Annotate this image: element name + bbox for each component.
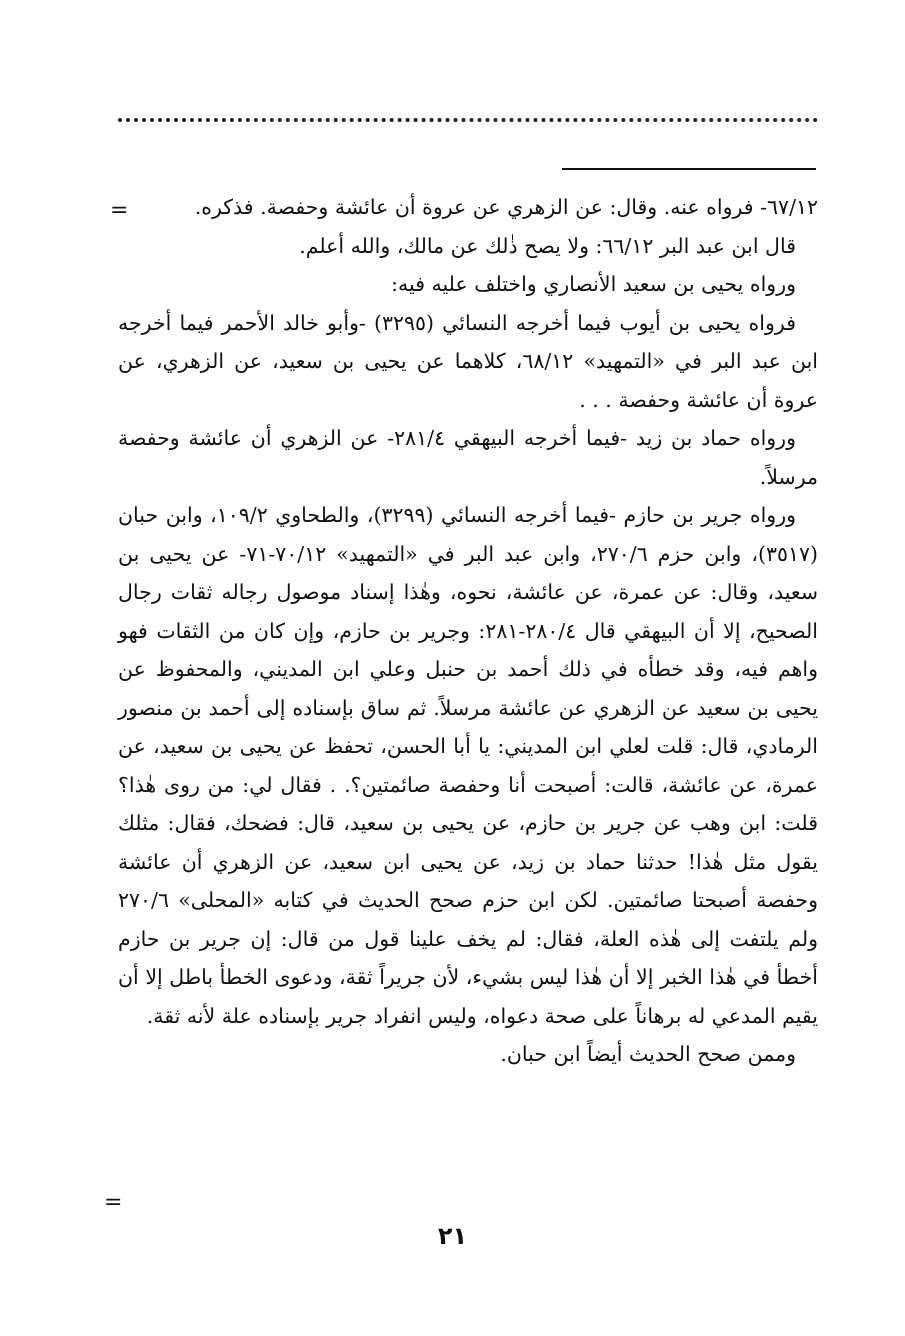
paragraph: وممن صحح الحديث أيضاً ابن حبان. — [500, 1042, 796, 1066]
paragraph: ورواه حماد بن زيد -فيما أخرجه البيهقي ٢٨١/٤- عن الزهري أن عائشة وحفصة مرسلاً. — [118, 426, 818, 489]
page-number: ٢١ — [437, 1222, 468, 1250]
footnote-separator-line — [562, 168, 816, 170]
paragraph: فرواه يحيى بن أيوب فيما أخرجه النسائي (٣٢٩٥) -وأبو خالد الأحمر فيما أخرجه ابن عبد البر في «التمهيد» ٦٨/١٢، كلاهما عن يحيى بن سعيد، عن الزهري، عن عروة أن عائشة وحفصة . . . — [118, 310, 818, 412]
paragraph: ورواه جرير بن حازم -فيما أخرجه النسائي (٣٢٩٩)، والطحاوي ١٠٩/٢، وابن حبان (٣٥١٧)، وابن حزم ٢٧٠/٦، وابن عبد البر في «التمهيد» ٧٠/١٢-٧١- عن يحيى بن سعيد، وقال: عن عمرة، عن عائشة، نحوه، وهٰذا إسناد موصول رجاله ثقات رجال الصحيح، إلا أن البيهقي قال ٢٨٠/٤-٢٨١: وجرير بن حازم، وإن كان من الثقات فهو واهم فيه، وقد خطأه في ذلك أحمد بن حنبل وعلي ابن المديني، والمحفوظ عن يحيى بن سعيد عن الزهري عن عائشة مرسلاً. ثم ساق بإسناده إلى أحمد بن منصور الرمادي، قال: قلت لعلي ابن المديني: يا أبا الحسن، تحفظ عن يحيى بن سعيد، عن عمرة، عن عائشة، قالت: أصبحت أنا وحفصة صائمتين؟. . فقال لي: من روى هٰذا؟ قلت: ابن وهب عن جرير بن حازم، عن يحيى بن سعيد، قال: فضحك، فقال: مثلك يقول مثل هٰذا! حدثنا حماد بن زيد، عن يحيى ابن سعيد، عن الزهري أن عائشة وحفصة أصبحتا صائمتين. لكن ابن حزم صحح الحديث في كتابه «المحلى» ٢٧٠/٦ ولم يلتفت إلى هٰذه العلة، فقال: لم يخف علينا قول من قال: إن جرير بن حازم أخطأ في هٰذا الخبر إلا أن هٰذا ليس بشيء، لأن جريراً ثقة، ودعوى الخطأ باطل إلا أن يقيم المدعي له برهاناً على صحة دعواه، وليس انفراد جرير بإسناده علة لأنه ثقة. — [118, 503, 818, 1028]
dotted-separator — [118, 118, 818, 122]
footnote-text — [118, 188, 818, 1074]
paragraph: ٦٧/١٢- فرواه عنه. وقال: عن الزهري عن عروة أن عائشة وحفصة. فذكره. — [194, 195, 818, 219]
continuation-mark-top: = — [110, 198, 129, 223]
paragraph: ورواه يحيى بن سعيد الأنصاري واختلف عليه فيه: — [391, 272, 796, 296]
continuation-mark-bottom: = — [104, 1190, 123, 1215]
paragraph: قال ابن عبد البر ٦٦/١٢: ولا يصح ذٰلك عن مالك، والله أعلم. — [299, 233, 796, 258]
